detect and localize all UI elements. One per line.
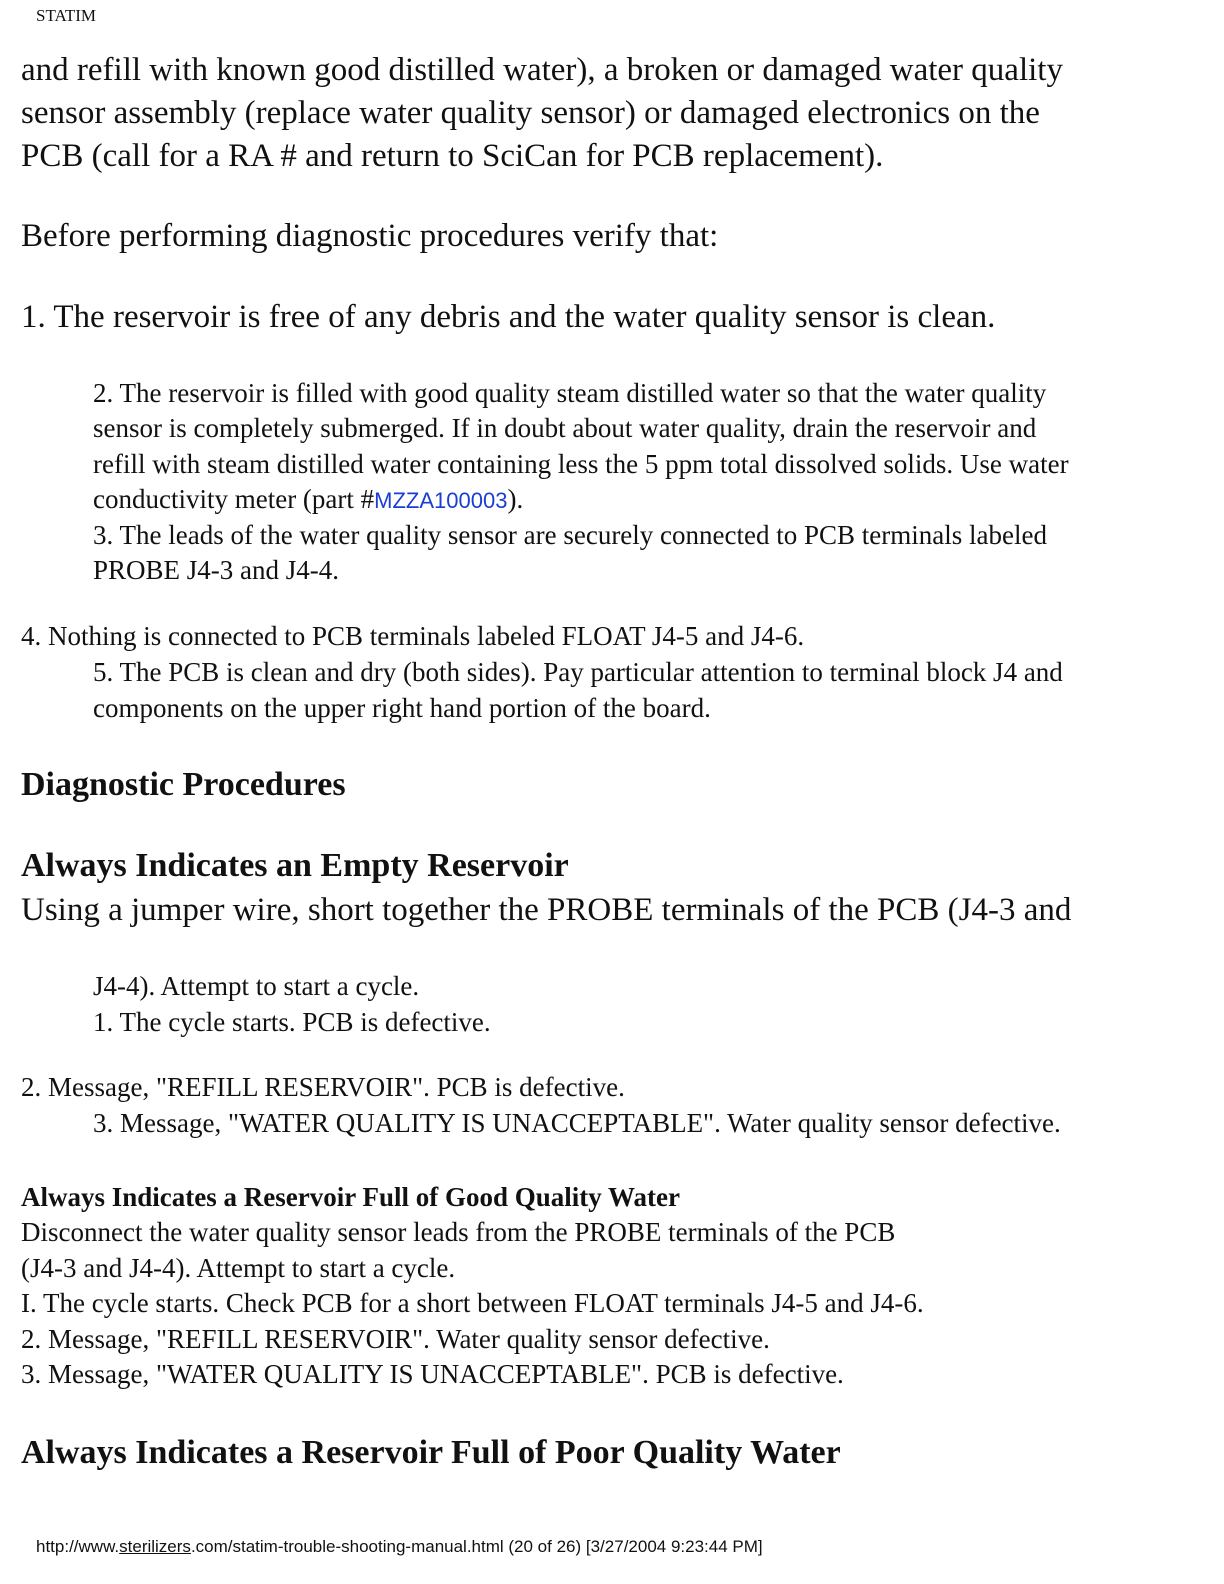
part-prefix: conductivity meter (part # xyxy=(93,484,375,514)
section-full-good-line-5: 3. Message, "WATER QUALITY IS UNACCEPTABLE". PCB is defective. xyxy=(21,1359,844,1389)
section-empty-result-2: 2. Message, "REFILL RESERVOIR". PCB is defective. xyxy=(21,1072,625,1102)
section-empty-result-1: 1. The cycle starts. PCB is defective. xyxy=(93,1007,491,1037)
section-full-good-line-2: (J4-3 and J4-4). Attempt to start a cycle. xyxy=(21,1253,456,1283)
section-empty-title: Always Indicates an Empty Reservoir xyxy=(21,847,569,884)
checklist-item-1: 1. The reservoir is free of any debris and the water quality sensor is clean. xyxy=(21,299,996,335)
checklist-item-2-line-4 xyxy=(93,482,523,519)
checklist-item-2-line-3: refill with steam distilled water containing less the 5 ppm total dissolved solids. Use water xyxy=(93,449,1069,479)
footer-prefix: http://www. xyxy=(36,1537,120,1556)
verify-heading: Before performing diagnostic procedures verify that: xyxy=(21,218,719,254)
intro-line-3: PCB (call for a RA # and return to SciCan for PCB replacement). xyxy=(21,138,884,174)
footer-url-link[interactable]: sterilizers xyxy=(119,1537,191,1556)
diagnostic-heading: Diagnostic Procedures xyxy=(21,766,346,803)
footer-rest: .com/statim-trouble-shooting-manual.html (20 of 26) [3/27/2004 9:23:44 PM] xyxy=(190,1537,763,1556)
section-full-good-title: Always Indicates a Reservoir Full of Good Quality Water xyxy=(21,1182,680,1212)
checklist-item-3-line-2: PROBE J4-3 and J4-4. xyxy=(93,555,340,585)
part-suffix: ). xyxy=(507,484,524,514)
checklist-item-3-line-1: 3. The leads of the water quality sensor are securely connected to PCB terminals labeled xyxy=(93,520,1047,550)
section-full-good-line-4: 2. Message, "REFILL RESERVOIR". Water quality sensor defective. xyxy=(21,1324,770,1354)
page-footer xyxy=(36,1537,763,1557)
checklist-item-5-line-1: 5. The PCB is clean and dry (both sides). Pay particular attention to terminal block J4 and xyxy=(93,657,1063,687)
intro-line-2: sensor assembly (replace water quality sensor) or damaged electronics on the xyxy=(21,95,1040,131)
section-full-good-line-1: Disconnect the water quality sensor leads from the PROBE terminals of the PCB xyxy=(21,1217,896,1247)
intro-line-1: and refill with known good distilled water), a broken or damaged water quality xyxy=(21,52,1063,88)
checklist-item-5-line-2: components on the upper right hand portion of the board. xyxy=(93,693,711,723)
section-empty-line-1: Using a jumper wire, short together the PROBE terminals of the PCB (J4-3 and xyxy=(21,892,1072,928)
checklist-item-2-line-1: 2. The reservoir is filled with good quality steam distilled water so that the water quality xyxy=(93,378,1047,408)
checklist-item-4: 4. Nothing is connected to PCB terminals labeled FLOAT J4-5 and J4-6. xyxy=(21,621,805,651)
part-number-link[interactable]: MZZA100003 xyxy=(374,488,508,513)
section-empty-line-2: J4-4). Attempt to start a cycle. xyxy=(93,971,420,1001)
running-header: STATIM xyxy=(36,6,97,25)
section-full-poor-title: Always Indicates a Reservoir Full of Poor Quality Water xyxy=(21,1434,841,1471)
section-empty-result-3: 3. Message, "WATER QUALITY IS UNACCEPTABLE". Water quality sensor defective. xyxy=(93,1108,1061,1138)
checklist-item-2-line-2: sensor is completely submerged. If in doubt about water quality, drain the reservoir and xyxy=(93,413,1037,443)
section-full-good-line-3: I. The cycle starts. Check PCB for a short between FLOAT terminals J4-5 and J4-6. xyxy=(21,1288,924,1318)
